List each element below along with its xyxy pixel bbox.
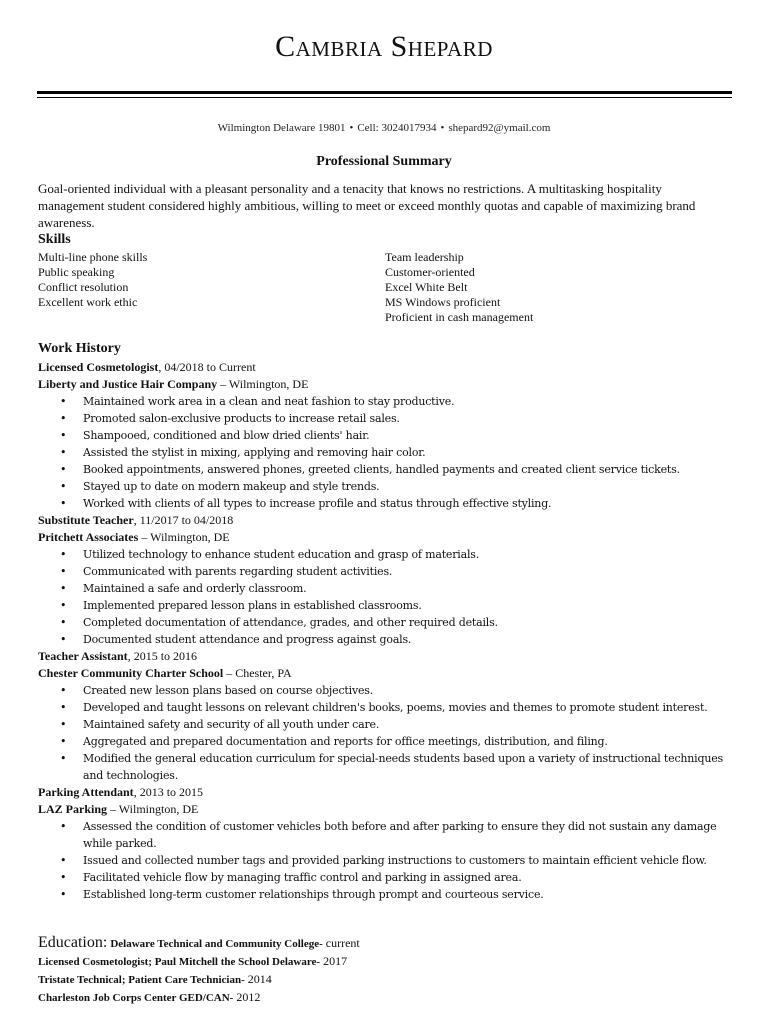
education-year: 2012 xyxy=(233,990,261,1004)
duty-text: Maintained work area in a clean and neat fashion to stay productive. xyxy=(83,395,455,408)
job-role: Parking Attendant xyxy=(38,785,134,799)
skill-item: MS Windows proficient xyxy=(385,295,501,309)
duty-item xyxy=(38,410,738,427)
job-company: Chester Community Charter School xyxy=(38,666,224,680)
job-duties xyxy=(38,682,738,784)
duty-item xyxy=(38,886,738,903)
duty-item xyxy=(38,852,738,869)
duty-item xyxy=(38,631,738,648)
duty-item xyxy=(38,750,738,784)
duty-text: Developed and taught lessons on relevant children's books, poems, movies and themes to promote student interest. xyxy=(83,701,708,714)
job-company-line xyxy=(38,529,738,546)
job-dates: , 04/2018 to Current xyxy=(158,360,256,374)
skill-item: Public speaking xyxy=(38,265,115,279)
duty-item xyxy=(38,563,738,580)
job-dates: , 11/2017 to 04/2018 xyxy=(133,513,234,527)
work-history-heading: Work History xyxy=(38,341,121,356)
job-role-line xyxy=(38,648,738,665)
duty-text: Completed documentation of attendance, grades, and other required details. xyxy=(83,616,498,629)
bullet-icon: • xyxy=(60,548,67,561)
duty-text: Communicated with parents regarding student activities. xyxy=(83,565,393,578)
duty-text: Shampooed, conditioned and blow dried clients' hair. xyxy=(83,429,370,442)
job-company: Pritchett Associates xyxy=(38,530,139,544)
duty-text: Promoted salon-exclusive products to increase retail sales. xyxy=(83,412,400,425)
education-year: current xyxy=(322,936,360,950)
skills-heading: Skills xyxy=(38,232,71,247)
skills-left-column xyxy=(38,250,147,310)
duty-item xyxy=(38,393,738,410)
bullet-icon: • xyxy=(60,429,67,442)
duty-item xyxy=(38,699,738,716)
duty-text: Implemented prepared lesson plans in established classrooms. xyxy=(83,599,422,612)
bullet-icon: • xyxy=(60,752,67,765)
duty-text: Booked appointments, answered phones, greeted clients, handled payments and created client service tickets. xyxy=(83,463,680,476)
job-company-line xyxy=(38,801,738,818)
candidate-name: Cambria Shepard xyxy=(275,30,493,63)
bullet-icon: • xyxy=(60,684,67,697)
summary-text: Goal-oriented individual with a pleasant personality and a tenacity that knows no restrictions. A multitasking hospitality management student considered highly ambitious, willing to meet or exceed monthly quotas and capable of maximizing brand awareness. xyxy=(38,181,696,230)
duty-item xyxy=(38,614,738,631)
contact-phone: Cell: 3024017934 xyxy=(357,122,437,134)
duty-text: Established long-term customer relationships through prompt and courteous service. xyxy=(83,888,544,901)
duty-text: Facilitated vehicle flow by managing traffic control and parking in assigned area. xyxy=(83,871,522,884)
job-location: – Wilmington, DE xyxy=(138,530,230,544)
job-role: Substitute Teacher xyxy=(38,513,134,527)
duty-item xyxy=(38,546,738,563)
skill-item: Proficient in cash management xyxy=(385,310,534,324)
job-location: – Wilmington, DE xyxy=(107,802,199,816)
summary-heading: Professional Summary xyxy=(316,154,452,169)
job-location: – Wilmington, DE xyxy=(217,377,309,391)
skill-item: Excellent work ethic xyxy=(38,295,138,309)
skill-item: Team leadership xyxy=(385,250,464,264)
bullet-icon: • xyxy=(60,718,67,731)
contact-separator: • xyxy=(440,122,445,134)
job-duties xyxy=(38,546,738,648)
education-row xyxy=(38,934,360,953)
bullet-icon: • xyxy=(60,446,67,459)
bullet-icon: • xyxy=(60,582,67,595)
education-section xyxy=(38,934,360,1007)
bullet-icon: • xyxy=(60,497,67,510)
duty-text: Created new lesson plans based on course objectives. xyxy=(83,684,374,697)
job-dates: , 2015 to 2016 xyxy=(127,649,198,663)
education-row xyxy=(38,953,360,971)
education-school: Licensed Cosmetologist; Paul Mitchell the School Delaware- xyxy=(38,956,321,968)
education-school: Tristate Technical; Patient Care Technician- xyxy=(38,974,245,986)
duty-item xyxy=(38,427,738,444)
bullet-icon: • xyxy=(60,820,67,833)
skill-item: Customer-oriented xyxy=(385,265,475,279)
job-role: Licensed Cosmetologist xyxy=(38,360,159,374)
bullet-icon: • xyxy=(60,412,67,425)
duty-text: Aggregated and prepared documentation and reports for office meetings, distribution, and filing. xyxy=(83,735,608,748)
duty-text: Assessed the condition of customer vehicles both before and after parking to ensure they did not sustain any damage while parked. xyxy=(83,820,717,850)
education-school: Delaware Technical and Community College- xyxy=(110,938,323,950)
bullet-icon: • xyxy=(60,463,67,476)
job-company: Liberty and Justice Hair Company xyxy=(38,377,218,391)
job-entry xyxy=(38,784,738,903)
bullet-icon: • xyxy=(60,395,67,408)
bullet-icon: • xyxy=(60,599,67,612)
job-duties xyxy=(38,818,738,903)
job-entry xyxy=(38,648,738,784)
duty-item xyxy=(38,597,738,614)
job-role-line xyxy=(38,359,738,376)
job-company-line xyxy=(38,376,738,393)
duty-text: Utilized technology to enhance student education and grasp of materials. xyxy=(83,548,480,561)
bullet-icon: • xyxy=(60,701,67,714)
duty-item xyxy=(38,869,738,886)
duty-item xyxy=(38,444,738,461)
duty-text: Assisted the stylist in mixing, applying and removing hair color. xyxy=(83,446,426,459)
bullet-icon: • xyxy=(60,480,67,493)
contact-location: Wilmington Delaware 19801 xyxy=(217,122,346,134)
duty-item xyxy=(38,478,738,495)
bullet-icon: • xyxy=(60,735,67,748)
duty-item xyxy=(38,495,738,512)
work-history xyxy=(38,359,738,903)
skill-item: Conflict resolution xyxy=(38,280,129,294)
job-company: LAZ Parking xyxy=(38,802,108,816)
education-row xyxy=(38,971,360,989)
duty-text: Maintained safety and security of all youth under care. xyxy=(83,718,380,731)
job-dates: , 2013 to 2015 xyxy=(133,785,204,799)
bullet-icon: • xyxy=(60,854,67,867)
contact-email: shepard92@ymail.com xyxy=(448,122,551,134)
education-row xyxy=(38,989,360,1007)
education-year: 2017 xyxy=(320,954,348,968)
duty-text: Modified the general education curriculum for special-needs students based upon a variety of instructional techniques and technologies. xyxy=(83,752,723,782)
header-rule-thick xyxy=(37,91,732,94)
duty-item xyxy=(38,716,738,733)
skill-item: Multi-line phone skills xyxy=(38,250,148,264)
job-entry xyxy=(38,359,738,512)
duty-item xyxy=(38,461,738,478)
duty-item xyxy=(38,818,738,852)
bullet-icon: • xyxy=(60,633,67,646)
contact-line xyxy=(0,122,768,134)
job-duties xyxy=(38,393,738,512)
job-role: Teacher Assistant xyxy=(38,649,128,663)
bullet-icon: • xyxy=(60,565,67,578)
duty-text: Maintained a safe and orderly classroom. xyxy=(83,582,307,595)
job-role-line xyxy=(38,512,738,529)
job-role-line xyxy=(38,784,738,801)
duty-item xyxy=(38,682,738,699)
education-year: 2014 xyxy=(244,972,272,986)
duty-item xyxy=(38,580,738,597)
skill-item: Excel White Belt xyxy=(385,280,468,294)
duty-item xyxy=(38,733,738,750)
bullet-icon: • xyxy=(60,871,67,884)
duty-text: Worked with clients of all types to increase profile and status through effective styling. xyxy=(83,497,552,510)
job-location: – Chester, PA xyxy=(223,666,292,680)
duty-text: Documented student attendance and progress against goals. xyxy=(83,633,412,646)
bullet-icon: • xyxy=(60,888,67,901)
job-company-line xyxy=(38,665,738,682)
job-entry xyxy=(38,512,738,648)
education-heading: Education: xyxy=(38,934,108,951)
education-school: Charleston Job Corps Center GED/CAN- xyxy=(38,992,234,1004)
bullet-icon: • xyxy=(60,616,67,629)
skills-right-column xyxy=(385,250,533,325)
header-rule-thin xyxy=(37,97,732,98)
duty-text: Issued and collected number tags and provided parking instructions to customers to maintain efficient vehicle flow. xyxy=(83,854,707,867)
contact-separator: • xyxy=(349,122,354,134)
duty-text: Stayed up to date on modern makeup and style trends. xyxy=(83,480,380,493)
